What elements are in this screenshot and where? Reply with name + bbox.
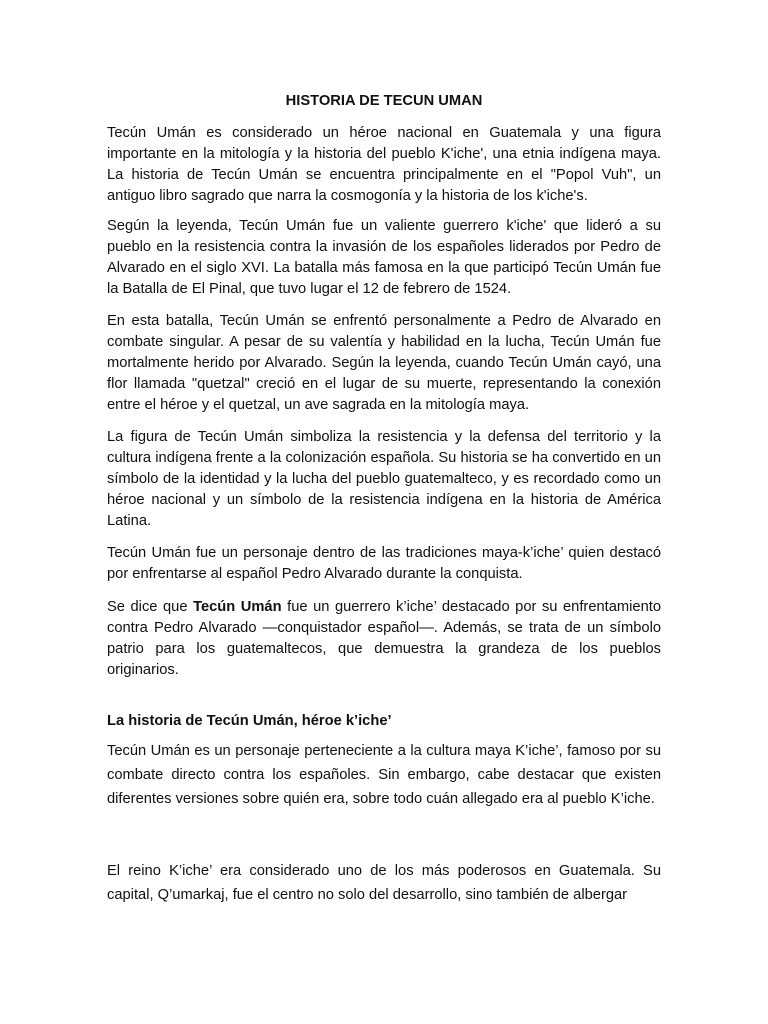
document-title: HISTORIA DE TECUN UMAN	[285, 93, 483, 109]
section-heading: La historia de Tecún Umán, héroe k’iche’	[107, 713, 392, 729]
paragraph-3: En esta batalla, Tecún Umán se enfrentó personalmente a Pedro de Alvarado en combate singular. A pesar de su valentía y habilidad en la lucha, Tecún Umán fue mortalmente herido por Alvarado. Según la leyenda, cuando Tecún Umán cayó, una flor llamada "quetzal" creció en el lugar de su muerte, representando la conexión entre el héroe y el quetzal, un ave sagrada en la mitología maya.	[107, 313, 661, 413]
paragraph-4: La figura de Tecún Umán simboliza la resistencia y la defensa del territorio y la cultura indígena frente a la colonización española. Su historia se ha convertido en un símbolo de la identidad y la lucha del pueblo guatemalteco, y es recordado como un héroe nacional y un símbolo de la resistencia indígena en la historia de América Latina.	[107, 429, 661, 529]
paragraph-6-bold-name: Tecún Umán	[193, 599, 282, 615]
paragraph-8: El reino K’iche’ era considerado uno de los más poderosos en Guatemala. Su capital, Q’umarkaj, fue el centro no solo del desarrollo, sino también de albergar	[107, 863, 661, 903]
paragraph-2: Según la leyenda, Tecún Umán fue un valiente guerrero k'iche' que lideró a su pueblo en la resistencia contra la invasión de los españoles liderados por Pedro de Alvarado en el siglo XVI. La batalla más famosa en la que participó Tecún Umán fue la Batalla de El Pinal, que tuvo lugar el 12 de febrero de 1524.	[107, 218, 661, 297]
paragraph-1: Tecún Umán es considerado un héroe nacional en Guatemala y una figura importante en la mitología y la historia del pueblo K'iche', una etnia indígena maya. La historia de Tecún Umán se encuentra principalmente en el "Popol Vuh", un antiguo libro sagrado que narra la cosmogonía y la historia de los k'iche's.	[107, 125, 661, 204]
paragraph-5: Tecún Umán fue un personaje dentro de las tradiciones maya-k’iche’ quien destacó por enfrentarse al español Pedro Alvarado durante la conquista.	[107, 545, 661, 582]
paragraph-7: Tecún Umán es un personaje perteneciente a la cultura maya K’iche’, famoso por su combate directo contra los españoles. Sin embargo, cabe destacar que existen diferentes versiones sobre quién era, sobre todo cuán allegado era al pueblo K’iche.	[107, 743, 661, 807]
paragraph-6	[107, 597, 661, 681]
paragraph-6-end: fue un guerrero k’iche’ destacado por su enfrentamiento contra Pedro Alvarado —conquistador español—. Además, se trata de un símbolo patrio para los guatemaltecos, que demuestra la grandeza de los pueblos originarios.	[107, 599, 661, 678]
paragraph-6-start: Se dice que	[107, 599, 194, 615]
